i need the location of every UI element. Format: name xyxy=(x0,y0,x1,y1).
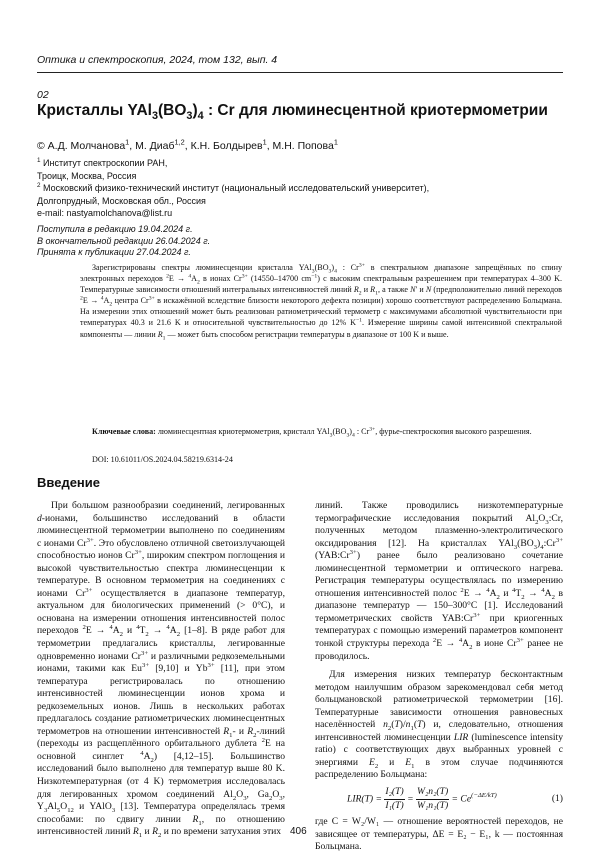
author: М.Н. Попова xyxy=(272,140,334,152)
abstract: Зарегистрированы спектры люминесценции кристалла $YAl_3(BO_3)_4$ : $Cr^{3+}$ в спектральном диапазоне запрещённых по спину электронных переходов $^2E \to ^4A_2$ в ионах $Cr^{3+}$ (14550–14700 $cm^{-1}$) с высоким спектральным разрешением при температурах 4–300 K. Температурные зависимости отношений интегральных интенсивностей линий $R_2$ и $R_1$, а также N′ и N (предположительно линий переходов $^2E \to ^4A_2$ центра $Cr^{3+}$ в искажённой вследствие близости некоторого дефекта позиции) хорошо соответствуют распределению Больцмана. На измерении этих отношений может быть реализован ратиометрический термометр с максимумами абсолютной чувствительности при температурах 40.3 и 21.6 K и относительной чувствительностью до 12% $K^{-1}$. Измерение ширины самой интенсивной спектральной компоненты — линии $R_1$ — может быть способом регистрации температуры в диапазоне от 100 K и выше. xyxy=(80,262,563,342)
equation-1: LIR(T) = $\frac{\text{I₂(T)}}{\text{I₁(T)}}$ = $\frac{\text{W₂n₂(T)}}{\text{W₁n₁(T)}}$ = $Ce^{(-\Delta E/kT)}$ (1) xyxy=(347,786,563,811)
paragraph: линий. Также проводились низкотемпературные термографические исследования покрытий $Al_2O_3:Cr$, полученных методом плазменно-электролитического оксидирования [12]. На кристаллах $YAl_3(BO_3)_4:Cr^{3+}$ $(YAB:Cr^{3+})$ ранее было реализовано сочетание люминесцентной термометрии и оптического нагрева. Регистрация температуры осуществлялась по измерению отношения интенсивностей полос $^2E \to ^4A_2$ и $^4T_2 \to ^4A_2$ в диапазоне температур — 150–300°C [1]. Исследований термометрических свойств $YAB:Cr^{3+}$ при криогенных температурах с помощью измерений параметров компонент тонкой структуры перехода $^2E \to ^4A_2$ в ионе $Cr^{3+}$ ранее не проводилось. xyxy=(315,500,563,662)
email: e-mail: nastyamolchanova@list.ru xyxy=(37,208,173,218)
header-rule xyxy=(37,72,563,73)
author: К.Н. Болдырев xyxy=(190,140,263,152)
equation-number: (1) xyxy=(551,792,563,804)
right-column xyxy=(315,500,563,854)
paragraph: При большом разнообразии соединений, легированных d-ионами, большинство исследований в области люминесцентной термометрии выполнено по соединениям с ионами $Cr^{3+}$. Это обусловлено отличной светоизлучающей способностью ионов $Cr^{3+}$, широким спектром поглощения и высокой чувствительностью спектра люминесценции к температуре. В основном термометрия на соединениях с ионами $Cr^{3+}$ осуществляется в диапазоне температур, актуальном для биологических применений (> 0°C), и основана на измерении отношения интенсивностей полос переходов $^2E \to ^4A_2$ и $^4T_2 \to ^4A_2$ [1–8]. В ряде работ для термометрии предлагались кристаллы, легированные одновременно ионами $Cr^{3+}$ и различными редкоземельными ионами, такими как $Eu^{3+}$ [9,10] и $Yb^{3+}$ [11], при этом температура регистрировалась по отношению интенсивностей люминесценции ионов хрома и редкоземельных ионов. Лишь в нескольких работах предлагалось создание ратиометрических люминесцентных термометров на отношении интенсивностей $R_1-$ и $R_2$-линий (переходы из расщеплённого орбитального дублета $^2$E на основной синглет $^4A_2$) [4,12–15]. Большинство исследований было выполнено для температур выше 80 K. Низкотемпературная (от 4 K) термометрия исследовалась для легированных хромом соединений $Al_2O_3$, $Ga_2O_3$, $Y_3Al_5O_{12}$ и YAlO$_3$ [13]. Температура определялась тремя способами: по сдвигу линии $R_1$, по отношению интенсивностей линий $R_1$ и $R_2$ и по времени затухания этих xyxy=(37,500,286,840)
paragraph: Для измерения низких температур бесконтактным методом наилучшим образом зарекомендовал себя метод больцмановской ратиометрической термометрии [16]. Температурные зависимости отношения равновесных населённостей $n_2(T)/n_1(T)$ и, следовательно, отношения интенсивностей люминесценции LIR (luminescence intensity ratio) с соответствующих двух выбранных уровней с энергиями $E_2$ и $E_1$ в этом случае подчиняются распределению Больцмана: xyxy=(315,669,564,781)
paper-title: Кристаллы $YAl_3(BO_3)_4$ : Cr для люминесцентной криотермометрии xyxy=(37,102,548,123)
journal-header: Оптика и спектроскопия, 2024, том 132, вып. 4 xyxy=(37,54,278,66)
affiliations: $^1$ Институт спектроскопии РАН, Троицк, Москва, Россия $^2$ Московский физико-технический институт (национальный исследовательский университет), Долгопрудный, Московская обл., Россия e-mail: nastyamolchanova@list.ru xyxy=(37,157,430,218)
left-column xyxy=(37,500,285,839)
page-number: 406 xyxy=(290,826,307,837)
keywords: Ключевые слова: люминесцентная криотермометрия, кристалл $YAl_3(BO_3)_4$ : $Cr^{3+}$, фурье-спектроскопия высокого разрешения. xyxy=(92,426,532,439)
author: А.Д. Молчанова xyxy=(47,140,126,152)
doi[interactable]: DOI: 10.61011/OS.2024.04.58219.6314-24 xyxy=(92,455,233,464)
author: М. Диаб xyxy=(135,140,175,152)
author-list: © А.Д. Молчанова$^1$, М. Диаб$^{1,2}$, К.Н. Болдырев$^1$, М.Н. Попова$^1$ xyxy=(37,137,338,152)
section-number: 02 xyxy=(37,89,49,101)
publication-dates: Поступила в редакцию 19.04.2024 г. В окончательной редакции 26.04.2024 г. Принята к публикации 27.04.2024 г. xyxy=(37,224,211,257)
section-heading: Введение xyxy=(37,475,100,490)
paragraph: где C = W₂/W₁ — отношение вероятностей переходов, не зависящее от температуры, ΔE = E₂ − E₁, k — постоянная Больцмана. xyxy=(315,816,563,853)
